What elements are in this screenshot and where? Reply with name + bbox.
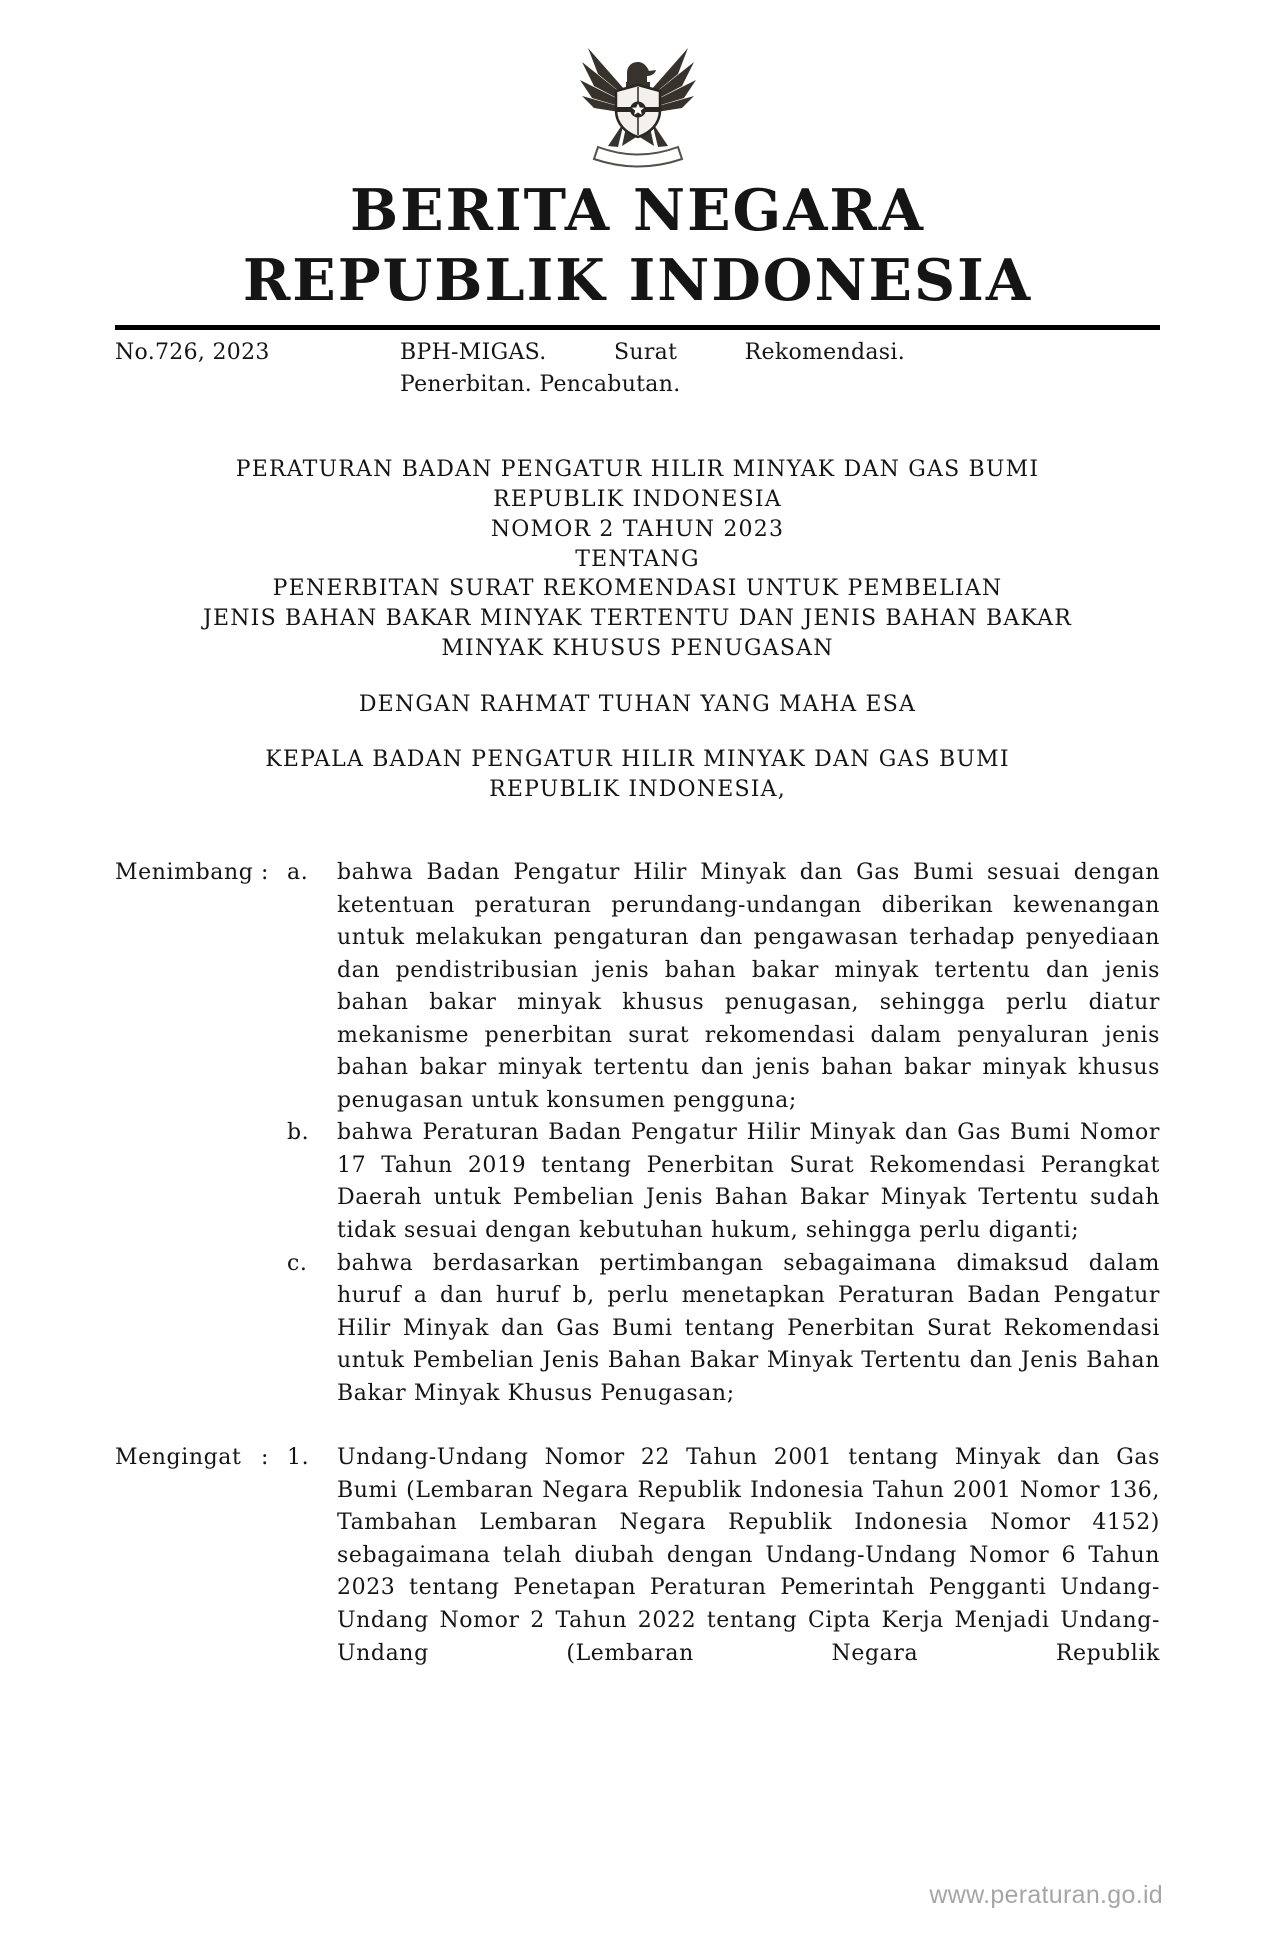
masthead-divider	[115, 325, 1160, 330]
regulation-title-line-2: REPUBLIK INDONESIA	[493, 486, 782, 512]
authority-line-1: KEPALA BADAN PENGATUR HILIR MINYAK DAN GAS BUMI	[265, 747, 1010, 773]
regulation-title-line-5: PENERBITAN SURAT REKOMENDASI UNTUK PEMBELIAN	[272, 576, 1003, 602]
watermark-url: www.peraturan.go.id	[929, 1881, 1163, 1909]
consideration-item-b	[287, 1117, 1160, 1247]
consideration-marker-a: a.	[287, 860, 309, 885]
considerations-separator: :	[261, 860, 270, 885]
legal-basis-item-1	[287, 1442, 1160, 1670]
invocation-line: DENGAN RAHMAT TUHAN YANG MAHA ESA	[358, 692, 917, 718]
legal-basis-separator: :	[261, 1445, 270, 1471]
garuda-pancasila-icon	[577, 34, 699, 168]
legal-basis-label: Mengingat	[115, 1445, 242, 1471]
gazette-title-line2: REPUBLIK INDONESIA	[242, 246, 1033, 314]
regulation-title-block	[115, 455, 1160, 664]
gazette-subject: BPH-MIGAS. Surat Rekomendasi. Penerbitan. Pencabutan.	[400, 340, 905, 397]
regulation-title-line-7: MINYAK KHUSUS PENUGASAN	[441, 636, 834, 662]
legal-basis-marker-1: 1.	[287, 1445, 310, 1471]
legal-basis-text-1: Undang-Undang Nomor 22 Tahun 2001 tentang Minyak dan Gas Bumi (Lembaran Negara Republik Indonesia Tahun 2001 Nomor 136, Tambahan Lembaran Negara Republik Indonesia Nomor 4152) sebagaimana telah diubah dengan Undang-Undang Nomor 6 Tahun 2023 tentang Penetapan Peraturan Pemerintah Pengganti Undang-Undang Nomor 2 Tahun 2022 tentang Cipta Kerja Menjadi Undang-Undang (Lembaran Negara Republik	[337, 1445, 1160, 1666]
consideration-text-a: bahwa Badan Pengatur Hilir Minyak dan Gas Bumi sesuai dengan ketentuan peraturan perundang-undangan diberikan kewenangan untuk melakukan pengaturan dan pengawasan terhadap penyediaan dan pendistribusian jenis bahan bakar minyak tertentu dan jenis bahan bakar minyak khusus penugasan, sehingga perlu diatur mekanisme penerbitan surat rekomendasi dalam penyaluran jenis bahan bakar minyak tertentu dan jenis bahan bakar minyak khusus penugasan untuk konsumen pengguna;	[337, 860, 1160, 1113]
considerations-label: Menimbang	[115, 860, 254, 885]
consideration-item-c	[287, 1248, 1160, 1411]
gazette-title-line1: BERITA NEGARA	[349, 177, 926, 244]
issuing-authority	[115, 745, 1160, 805]
masthead-row	[115, 337, 1160, 401]
consideration-text-c: bahwa berdasarkan pertimbangan sebagaimana dimaksud dalam huruf a dan huruf b, perlu menetapkan Peraturan Badan Pengatur Hilir Minyak dan Gas Bumi tentang Penerbitan Surat Rekomendasi untuk Pembelian Jenis Bahan Bakar Minyak Tertentu dan Jenis Bahan Bakar Minyak Khusus Penugasan;	[337, 1250, 1160, 1406]
regulation-title-line-3: NOMOR 2 TAHUN 2023	[490, 516, 785, 542]
consideration-item-a	[287, 857, 1160, 1117]
considerations-items	[287, 857, 1160, 1410]
legal-basis-items	[287, 1442, 1160, 1670]
authority-line-2: REPUBLIK INDONESIA,	[489, 777, 786, 803]
legal-basis-section	[115, 1442, 1160, 1670]
gazette-title	[115, 176, 1160, 315]
garuda-pancasila-emblem	[115, 34, 1160, 168]
considerations-section	[115, 857, 1160, 1410]
consideration-marker-b: b.	[287, 1120, 310, 1146]
regulation-title-line-4: TENTANG	[575, 546, 700, 572]
consideration-text-b: bahwa Peraturan Badan Pengatur Hilir Minyak dan Gas Bumi Nomor 17 Tahun 2019 tentang Penerbitan Surat Rekomendasi Perangkat Daerah untuk Pembelian Jenis Bahan Bakar Minyak Tertentu sudah tidak sesuai dengan kebutuhan hukum, sehingga perlu diganti;	[337, 1120, 1160, 1244]
regulation-title-line-1: PERATURAN BADAN PENGATUR HILIR MINYAK DAN GAS BUMI	[235, 456, 1040, 482]
consideration-marker-c: c.	[287, 1250, 308, 1276]
regulation-title-line-6: JENIS BAHAN BAKAR MINYAK TERTENTU DAN JENIS BAHAN BAKAR	[202, 606, 1073, 632]
gazette-number: No.726, 2023	[115, 340, 270, 366]
